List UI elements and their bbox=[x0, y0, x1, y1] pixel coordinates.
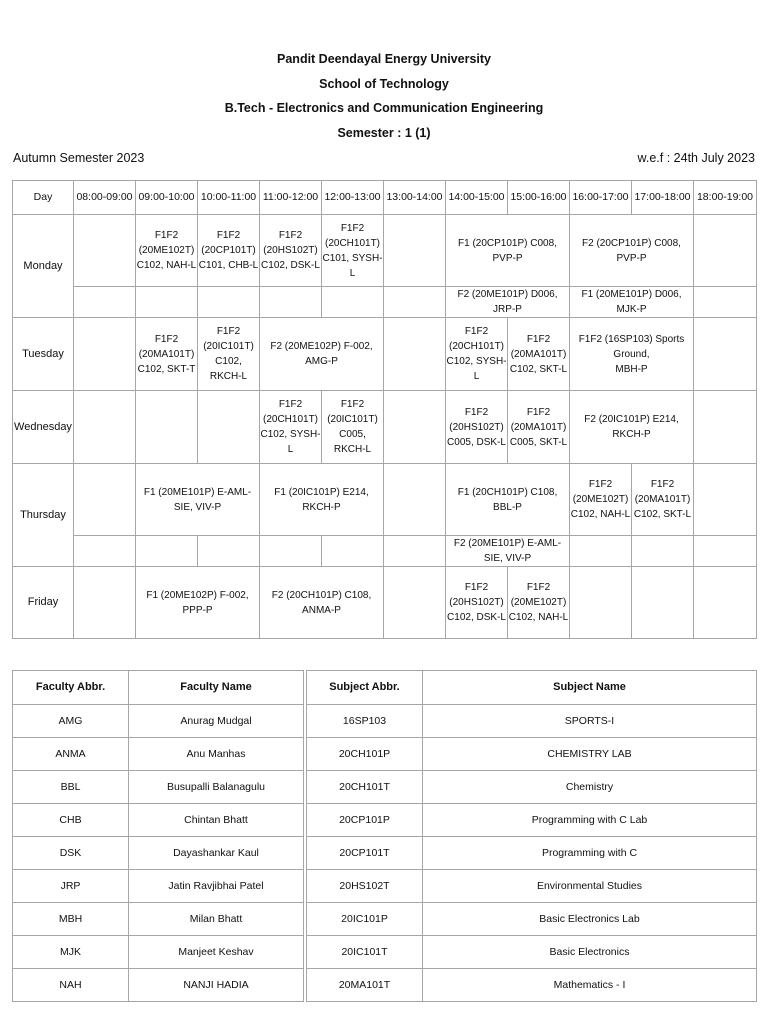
faculty-name: Anurag Mudgal bbox=[129, 705, 304, 738]
empty-cell bbox=[384, 464, 446, 536]
day-friday: Friday bbox=[13, 567, 74, 639]
legend-header-row bbox=[13, 671, 757, 705]
class-cell: F2 (20CH101P) C108, ANMA-P bbox=[260, 567, 384, 639]
thursday-row-1 bbox=[13, 464, 757, 536]
class-cell: F1F2 (16SP103) Sports Ground, MBH-P bbox=[570, 318, 694, 391]
legend-row bbox=[13, 738, 757, 771]
class-cell: F1 (20CP101P) C008, PVP-P bbox=[446, 215, 570, 287]
class-cell: F1F2 (20MA101T) C102, SKT-T bbox=[136, 318, 198, 391]
header-subject-abbr: Subject Abbr. bbox=[307, 671, 423, 705]
empty-cell bbox=[322, 287, 384, 318]
empty-cell bbox=[384, 287, 446, 318]
timetable bbox=[12, 180, 757, 639]
header-slot: 17:00-18:00 bbox=[632, 181, 694, 215]
class-cell: F1F2 (20CP101T) C101, CHB-L bbox=[198, 215, 260, 287]
empty-cell bbox=[694, 215, 757, 287]
empty-cell bbox=[74, 318, 136, 391]
class-cell: F1 (20CH101P) C108, BBL-P bbox=[446, 464, 570, 536]
empty-cell bbox=[694, 536, 757, 567]
header-slot: 18:00-19:00 bbox=[694, 181, 757, 215]
faculty-name: Busupalli Balanagulu bbox=[129, 771, 304, 804]
class-cell: F2 (20ME101P) D006, JRP-P bbox=[446, 287, 570, 318]
class-cell: F1 (20IC101P) E214, RKCH-P bbox=[260, 464, 384, 536]
document-header bbox=[0, 47, 768, 145]
faculty-abbr: CHB bbox=[13, 804, 129, 837]
day-wednesday: Wednesday bbox=[13, 391, 74, 464]
empty-cell bbox=[384, 391, 446, 464]
empty-cell bbox=[74, 287, 136, 318]
faculty-abbr: MJK bbox=[13, 936, 129, 969]
tuesday-row bbox=[13, 318, 757, 391]
faculty-abbr: ANMA bbox=[13, 738, 129, 771]
wednesday-row bbox=[13, 391, 757, 464]
legend-row bbox=[13, 969, 757, 1002]
empty-cell bbox=[384, 536, 446, 567]
subject-abbr: 20CH101T bbox=[307, 771, 423, 804]
subject-abbr: 20IC101P bbox=[307, 903, 423, 936]
faculty-abbr: AMG bbox=[13, 705, 129, 738]
header-slot: 09:00-10:00 bbox=[136, 181, 198, 215]
header-slot: 11:00-12:00 bbox=[260, 181, 322, 215]
empty-cell bbox=[632, 567, 694, 639]
class-cell: F1F2 (20IC101T) C005, RKCH-L bbox=[322, 391, 384, 464]
day-tuesday: Tuesday bbox=[13, 318, 74, 391]
class-cell: F1F2 (20CH101T) C102, SYSH-L bbox=[446, 318, 508, 391]
empty-cell bbox=[260, 536, 322, 567]
class-cell: F2 (20ME102P) F-002, AMG-P bbox=[260, 318, 384, 391]
faculty-name: Dayashankar Kaul bbox=[129, 837, 304, 870]
empty-cell bbox=[384, 215, 446, 287]
class-cell: F1 (20ME101P) E-AML-SIE, VIV-P bbox=[136, 464, 260, 536]
header-slot: 15:00-16:00 bbox=[508, 181, 570, 215]
class-cell: F1F2 (20CH101T) C102, SYSH-L bbox=[260, 391, 322, 464]
subject-name: Basic Electronics bbox=[423, 936, 757, 969]
monday-row-1 bbox=[13, 215, 757, 287]
class-cell: F1 (20ME101P) D006, MJK-P bbox=[570, 287, 694, 318]
class-cell: F1F2 (20ME102T) C102, NAH-L bbox=[570, 464, 632, 536]
class-cell: F2 (20CP101P) C008, PVP-P bbox=[570, 215, 694, 287]
subject-name: Basic Electronics Lab bbox=[423, 903, 757, 936]
class-cell: F1F2 (20ME102T) C102, NAH-L bbox=[508, 567, 570, 639]
header-slot: 10:00-11:00 bbox=[198, 181, 260, 215]
thursday-row-2 bbox=[13, 536, 757, 567]
header-day: Day bbox=[13, 181, 74, 215]
class-cell: F1F2 (20CH101T) C101, SYSH-L bbox=[322, 215, 384, 287]
faculty-abbr: BBL bbox=[13, 771, 129, 804]
class-cell: F1F2 (20MA101T) C005, SKT-L bbox=[508, 391, 570, 464]
legend-table bbox=[12, 670, 757, 1002]
empty-cell bbox=[384, 567, 446, 639]
subject-name: Chemistry bbox=[423, 771, 757, 804]
legend-row bbox=[13, 870, 757, 903]
subject-abbr: 16SP103 bbox=[307, 705, 423, 738]
legend-body bbox=[13, 705, 757, 1002]
day-thursday: Thursday bbox=[13, 464, 74, 567]
faculty-abbr: DSK bbox=[13, 837, 129, 870]
faculty-abbr: NAH bbox=[13, 969, 129, 1002]
faculty-name: Jatin Ravjibhai Patel bbox=[129, 870, 304, 903]
effective-date: w.e.f : 24th July 2023 bbox=[637, 151, 755, 165]
header-faculty-abbr: Faculty Abbr. bbox=[13, 671, 129, 705]
empty-cell bbox=[74, 215, 136, 287]
class-cell: F1F2 (20HS102T) C102, DSK-L bbox=[260, 215, 322, 287]
empty-cell bbox=[74, 536, 136, 567]
program-name: B.Tech - Electronics and Communication Engineering bbox=[224, 101, 544, 115]
subject-name: Mathematics - I bbox=[423, 969, 757, 1002]
monday-row-2 bbox=[13, 287, 757, 318]
term-label: Autumn Semester 2023 bbox=[13, 151, 145, 165]
legend-row bbox=[13, 936, 757, 969]
legend-row bbox=[13, 903, 757, 936]
empty-cell bbox=[694, 287, 757, 318]
header-slot: 12:00-13:00 bbox=[322, 181, 384, 215]
legend-row bbox=[13, 804, 757, 837]
faculty-abbr: JRP bbox=[13, 870, 129, 903]
legend-row bbox=[13, 837, 757, 870]
class-cell: F1F2 (20MA101T) C102, SKT-L bbox=[632, 464, 694, 536]
empty-cell bbox=[198, 287, 260, 318]
class-cell: F1F2 (20HS102T) C102, DSK-L bbox=[446, 567, 508, 639]
subject-name: Programming with C bbox=[423, 837, 757, 870]
faculty-abbr: MBH bbox=[13, 903, 129, 936]
subject-abbr: 20IC101T bbox=[307, 936, 423, 969]
school-name: School of Technology bbox=[319, 76, 449, 91]
empty-cell bbox=[694, 567, 757, 639]
empty-cell bbox=[570, 567, 632, 639]
legend-row bbox=[13, 705, 757, 738]
empty-cell bbox=[136, 391, 198, 464]
subject-name: CHEMISTRY LAB bbox=[423, 738, 757, 771]
day-monday: Monday bbox=[13, 215, 74, 318]
empty-cell bbox=[570, 536, 632, 567]
empty-cell bbox=[74, 464, 136, 536]
empty-cell bbox=[74, 391, 136, 464]
university-name: Pandit Deendayal Energy University bbox=[277, 52, 491, 66]
empty-cell bbox=[136, 287, 198, 318]
subject-abbr: 20CH101P bbox=[307, 738, 423, 771]
faculty-name: Milan Bhatt bbox=[129, 903, 304, 936]
empty-cell bbox=[198, 536, 260, 567]
faculty-name: Anu Manhas bbox=[129, 738, 304, 771]
faculty-name: NANJI HADIA bbox=[129, 969, 304, 1002]
header-slot: 14:00-15:00 bbox=[446, 181, 508, 215]
subject-abbr: 20CP101P bbox=[307, 804, 423, 837]
subject-abbr: 20CP101T bbox=[307, 837, 423, 870]
empty-cell bbox=[694, 391, 757, 464]
empty-cell bbox=[632, 536, 694, 567]
empty-cell bbox=[694, 464, 757, 536]
friday-row bbox=[13, 567, 757, 639]
semester-label: Semester : 1 (1) bbox=[337, 125, 431, 140]
subject-name: Programming with C Lab bbox=[423, 804, 757, 837]
subject-abbr: 20MA101T bbox=[307, 969, 423, 1002]
class-cell: F2 (20IC101P) E214, RKCH-P bbox=[570, 391, 694, 464]
empty-cell bbox=[136, 536, 198, 567]
header-slot: 13:00-14:00 bbox=[384, 181, 446, 215]
subject-abbr: 20HS102T bbox=[307, 870, 423, 903]
empty-cell bbox=[198, 391, 260, 464]
subject-name: SPORTS-I bbox=[423, 705, 757, 738]
timetable-header-row bbox=[13, 181, 757, 215]
empty-cell bbox=[694, 318, 757, 391]
faculty-name: Manjeet Keshav bbox=[129, 936, 304, 969]
empty-cell bbox=[322, 536, 384, 567]
class-cell: F2 (20ME101P) E-AML-SIE, VIV-P bbox=[446, 536, 570, 567]
class-cell: F1F2 (20ME102T) C102, NAH-L bbox=[136, 215, 198, 287]
legend-row bbox=[13, 771, 757, 804]
header-slot: 08:00-09:00 bbox=[74, 181, 136, 215]
empty-cell bbox=[260, 287, 322, 318]
header-slot: 16:00-17:00 bbox=[570, 181, 632, 215]
class-cell: F1F2 (20HS102T) C005, DSK-L bbox=[446, 391, 508, 464]
faculty-name: Chintan Bhatt bbox=[129, 804, 304, 837]
class-cell: F1F2 (20MA101T) C102, SKT-L bbox=[508, 318, 570, 391]
class-cell: F1F2 (20IC101T) C102, RKCH-L bbox=[198, 318, 260, 391]
header-faculty-name: Faculty Name bbox=[129, 671, 304, 705]
header-subject-name: Subject Name bbox=[423, 671, 757, 705]
subject-name: Environmental Studies bbox=[423, 870, 757, 903]
empty-cell bbox=[74, 567, 136, 639]
empty-cell bbox=[384, 318, 446, 391]
class-cell: F1 (20ME102P) F-002, PPP-P bbox=[136, 567, 260, 639]
